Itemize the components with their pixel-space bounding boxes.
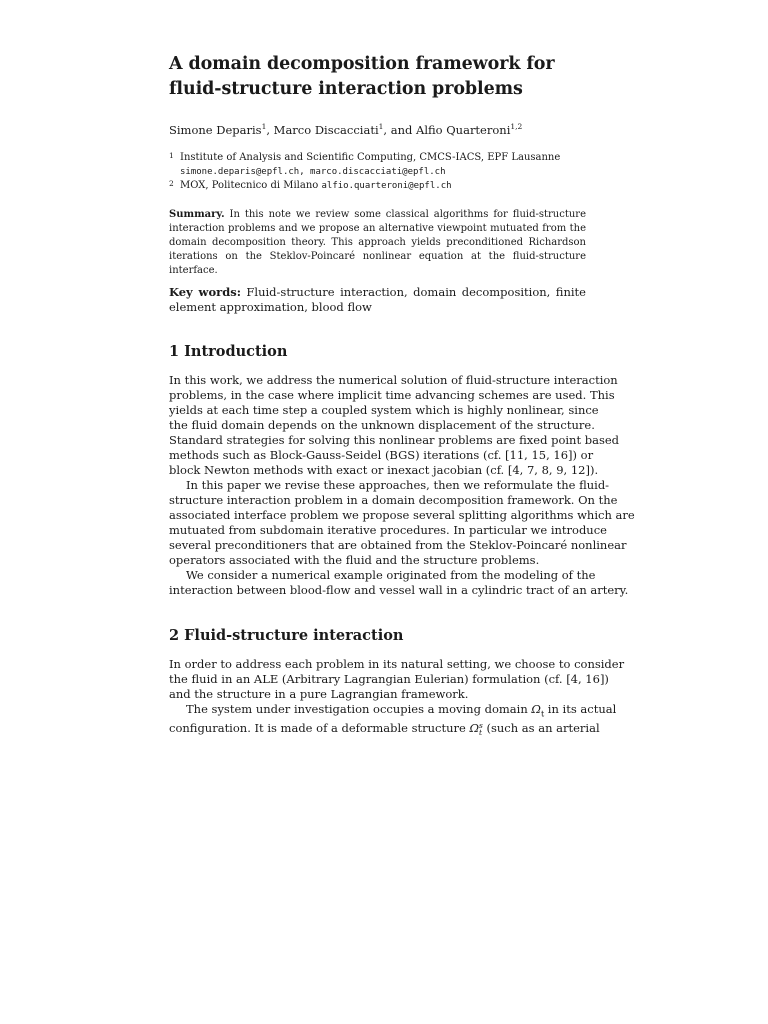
text-run: in its actual xyxy=(544,702,617,716)
keywords xyxy=(169,285,586,315)
author-affil-mark: 1 xyxy=(378,122,384,132)
affiliation-1-emails xyxy=(169,165,586,180)
section-heading-fluid-structure: 2 Fluid-structure interaction xyxy=(169,627,404,644)
text-run: The system under investigation occupies a moving domain xyxy=(186,702,532,716)
author-separator: , xyxy=(266,123,274,137)
affiliation-1 xyxy=(169,151,586,165)
text-line: structure interaction problem in a domain decomposition framework. On the xyxy=(169,493,618,507)
introduction-body xyxy=(169,373,635,598)
paper-title xyxy=(169,52,586,102)
affiliations xyxy=(169,151,586,194)
text-line: In this paper we revise these approaches, then we reformulate the fluid- xyxy=(186,478,610,492)
text-line xyxy=(169,721,600,738)
text-line: We consider a numerical example originated from the modeling of the xyxy=(186,568,596,582)
affiliation-text: MOX, Politecnico di Milano xyxy=(180,180,322,191)
affiliation-2 xyxy=(169,179,586,194)
text-run: (such as an arterial xyxy=(482,721,600,736)
email-address: alfio.quarteroni@epfl.ch xyxy=(321,181,452,191)
text-line: yields at each time step a coupled system which is highly nonlinear, since xyxy=(169,403,599,417)
author-affil-mark: 1 xyxy=(261,122,267,132)
text-line: block Newton methods with exact or inexact jacobian (cf. [4, 7, 8, 9, 12]). xyxy=(169,463,599,477)
text-line: several preconditioners that are obtained from the Steklov-Poincaré nonlinear xyxy=(169,538,627,552)
text-line: In this work, we address the numerical solution of fluid-structure interaction xyxy=(169,373,618,387)
keywords-label: Key words: xyxy=(169,285,241,299)
text-line: the fluid domain depends on the unknown displacement of the structure. xyxy=(169,418,595,432)
author-name: Marco Discacciati xyxy=(273,123,379,137)
email-address: simone.deparis@epfl.ch, marco.discacciati@epfl.ch xyxy=(180,166,446,177)
math-symbol-omega: Ω xyxy=(531,702,541,716)
affiliation-mark: 1 xyxy=(169,151,174,160)
text-line: methods such as Block-Gauss-Seidel (BGS) iterations (cf. [11, 15, 16]) or xyxy=(169,448,594,462)
author-affil-mark: 1,2 xyxy=(510,122,523,132)
text-line: Standard strategies for solving this nonlinear problems are fixed point based xyxy=(169,433,620,447)
author-name: Alfio Quarteroni xyxy=(416,123,511,137)
math-subscript: t xyxy=(540,709,545,719)
text-line: problems, in the case where implicit time advancing schemes are used. This xyxy=(169,388,615,402)
text-line: associated interface problem we propose several splitting algorithms which are xyxy=(169,508,635,522)
affiliation-mark: 2 xyxy=(169,179,174,188)
text-line: In order to address each problem in its natural setting, we choose to consider xyxy=(169,657,625,671)
text-run: configuration. It is made of a deformable structure xyxy=(169,721,470,736)
title-line-1: A domain decomposition framework for xyxy=(169,54,555,74)
math-superscript: s xyxy=(479,721,483,731)
abstract-text: In this note we review some classical algorithms for fluid-structure interaction problems and we propose an alternative viewpoint mutuated from the domain decomposition theory. This approach yields preconditioned Richardson iterations on the Steklov-Poincaré nonlinear equation at the fluid-structure interface. xyxy=(169,209,586,276)
text-line: and the structure in a pure Lagrangian framework. xyxy=(169,687,469,701)
text-line: the fluid in an ALE (Arbitrary Lagrangian Eulerian) formulation (cf. [4, 16]) xyxy=(169,672,609,686)
text-line: operators associated with the fluid and the structure problems. xyxy=(169,553,540,567)
text-line: mutuated from subdomain iterative procedures. In particular we introduce xyxy=(169,523,607,537)
text-line: interaction between blood-flow and vessel wall in a cylindric tract of an artery. xyxy=(169,583,629,597)
math-subscript: t xyxy=(479,728,483,738)
keywords-text: Fluid-structure interaction, domain decomposition, finite element approximation, blood flow xyxy=(169,285,586,314)
text-line xyxy=(169,702,617,721)
author-name: Simone Deparis xyxy=(169,123,262,137)
author-list xyxy=(169,123,586,138)
section-heading-introduction: 1 Introduction xyxy=(169,343,288,360)
affiliation-text: Institute of Analysis and Scientific Computing, CMCS-IACS, EPF Lausanne xyxy=(180,152,561,163)
abstract-label: Summary. xyxy=(169,209,225,220)
title-line-2: fluid-structure interaction problems xyxy=(169,79,523,99)
math-symbol-omega: Ω xyxy=(469,721,479,736)
fluid-structure-body xyxy=(169,657,625,738)
author-separator: , and xyxy=(383,123,417,137)
abstract xyxy=(169,208,586,278)
